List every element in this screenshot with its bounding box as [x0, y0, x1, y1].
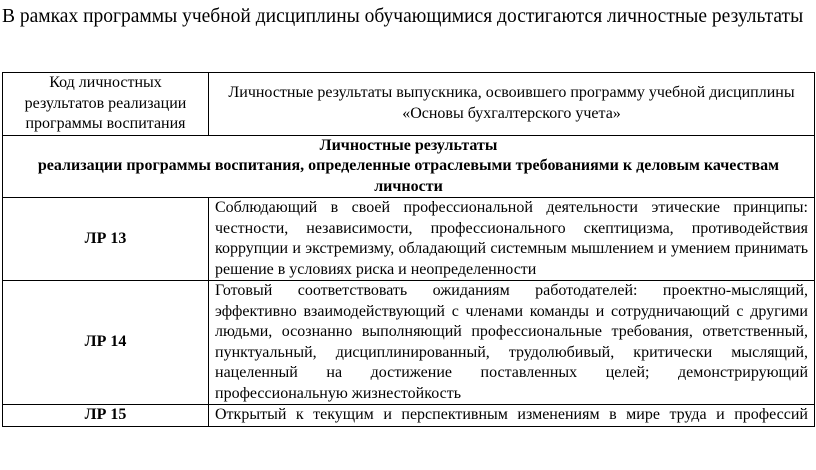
row-code-lr15: ЛР 15: [3, 405, 209, 427]
section-title-line2: реализации программы воспитания, определенные отраслевыми требованиями к деловым качествам личности: [37, 157, 780, 195]
row-text-lr15: Открытый к текущим и перспективным изменениям в мире труда и профессий: [209, 405, 815, 427]
section-row: [3, 135, 815, 198]
table-row: [3, 198, 815, 281]
row-code-lr13: ЛР 13: [3, 198, 209, 281]
row-text-lr14: Готовый соответствовать ожиданиям работодателей: проектно-мыслящий, эффективно взаимодействующий с членами команды и сотрудничающий с другими людьми, осознанно выполняющий профессиональные требования, ответственный, пунктуальный, дисциплинированный, трудолюбивый, критически мыслящий, нацеленный на достижение поставленных целей; демонстрирующий профессиональную жизнестойкость: [209, 281, 815, 405]
table-row: [3, 405, 815, 427]
header-results-cell: Личностные результаты выпускника, освоившего программу учебной дисциплины «Основы бухгалтерского учета»: [209, 73, 815, 136]
intro-paragraph: В рамках программы учебной дисциплины обучающимися достигаются личностные результаты: [2, 6, 804, 27]
section-title-line1: Личностные результаты: [319, 136, 498, 154]
row-code-lr14: ЛР 14: [3, 281, 209, 405]
section-title-cell: [3, 135, 815, 198]
personal-results-table: [2, 72, 815, 427]
table-row: [3, 281, 815, 405]
table-header-row: [3, 73, 815, 136]
row-text-lr13: Соблюдающий в своей профессиональной деятельности этические принципы: честности, независимости, профессионального скептицизма, противодействия коррупции и экстремизму, обладающий системным мышлением и умением принимать решение в условиях риска и неопределенности: [209, 198, 815, 281]
header-code-cell: Код личностных результатов реализации программы воспитания: [3, 73, 209, 136]
